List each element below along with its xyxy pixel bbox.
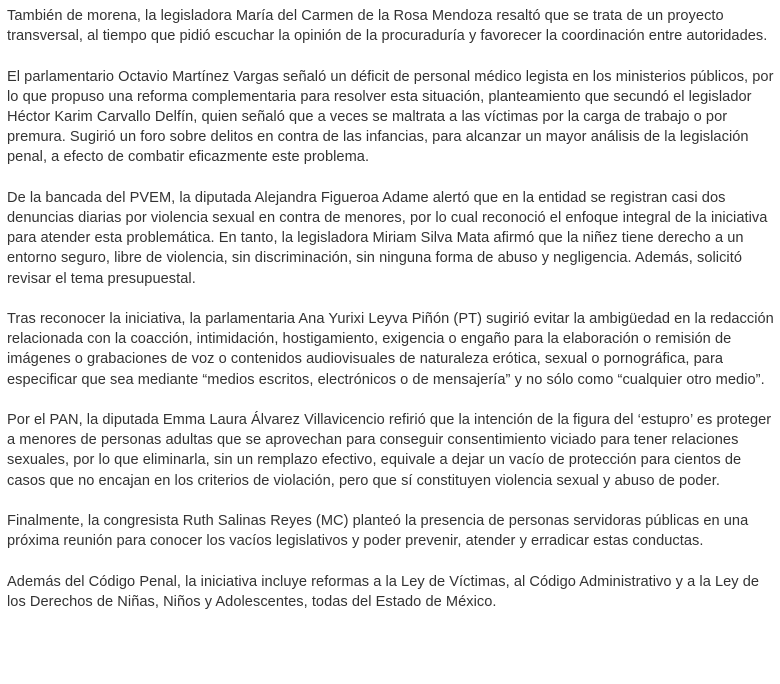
paragraph-pvem: De la bancada del PVEM, la diputada Alejandra Figueroa Adame alertó que en la entidad se registran casi dos denuncias diarias por violencia sexual en contra de menores, por lo cual reconoció el enfoque integral de la iniciativa para atender esta problemática. En tanto, la legisladora Miriam Silva Mata afirmó que la niñez tiene derecho a un entorno seguro, libre de violencia, sin discriminación, sin ninguna forma de abuso y negligencia. Además, solicitó revisar el tema presupuestal. [7, 189, 768, 287]
paragraph-salinas-reyes: Finalmente, la congresista Ruth Salinas Reyes (MC) planteó la presencia de personas servidoras públicas en una próxima reunión para conocer los vacíos legislativos y poder prevenir, atender y erradicar estas conductas. [7, 513, 749, 550]
paragraph-pan: Por el PAN, la diputada Emma Laura Álvarez Villavicencio refirió que la intención de la figura del ‘estupro’ es proteger a menores de personas adultas que se aprovechan para conseguir consentimiento viciado para tener relaciones sexuales, por lo que eliminarla, sin un remplazo efectivo, equivale a dejar un vacío de protección para cientos de casos que no encajan en los criterios de violación, pero que sí constituyen violencia sexual y abuso de poder. [7, 412, 772, 489]
paragraph-martinez-vargas: El parlamentario Octavio Martínez Vargas señaló un déficit de personal médico legista en los ministerios públicos, por lo que propuso una reforma complementaria para resolver esta situación, planteamiento que secundó el legislador Héctor Karim Carvallo Delfín, quien señaló que a veces se maltrata a las víctimas por la carga de trabajo o por premura. Sugirió un foro sobre delitos en contra de las infancias, para alcanzar un mayor análisis de la legislación penal, a efecto de combatir eficazmente este problema. [7, 68, 774, 166]
paragraph-codigo-penal: Además del Código Penal, la iniciativa incluye reformas a la Ley de Víctimas, al Código Administrativo y a la Ley de los Derechos de Niñas, Niños y Adolescentes, todas del Estado de México. [7, 573, 760, 610]
article-body [7, 6, 777, 612]
paragraph-leyva-pinon: Tras reconocer la iniciativa, la parlamentaria Ana Yurixi Leyva Piñón (PT) sugirió evitar la ambigüedad en la redacción relacionada con la coacción, intimidación, hostigamiento, exigencia o engaño para la elaboración o remisión de imágenes o grabaciones de voz o contenidos audiovisuales de naturaleza erótica, sexual o pornográfica, para especificar que sea mediante “medios escritos, electrónicos o de mensajería” y no sólo como “cualquier otro medio”. [7, 311, 774, 388]
paragraph-rosa-mendoza: También de morena, la legisladora María del Carmen de la Rosa Mendoza resaltó que se trata de un proyecto transversal, al tiempo que pidió escuchar la opinión de la procuraduría y favorecer la coordinación entre autoridades. [7, 8, 768, 45]
